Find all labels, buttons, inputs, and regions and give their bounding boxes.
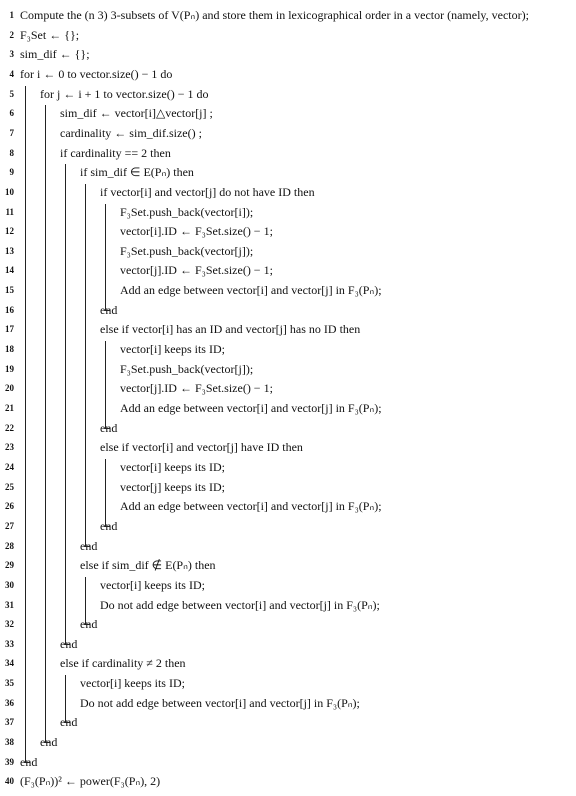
line-number: 13 [5, 245, 14, 256]
line-text: vector[j].ID ← F₃Set.size() − 1; [120, 263, 273, 278]
line-text: end [60, 715, 78, 730]
line-number: 37 [5, 717, 14, 728]
line-number: 29 [5, 560, 14, 571]
block-guide-line [105, 204, 106, 310]
line-number: 30 [5, 579, 14, 590]
line-number: 5 [9, 88, 14, 99]
block-guide-line [105, 341, 106, 428]
algorithm-line [0, 162, 576, 182]
block-guide-line [25, 86, 26, 762]
line-number: 6 [9, 108, 14, 119]
line-number: 26 [5, 501, 14, 512]
line-number: 32 [5, 619, 14, 630]
block-guide-tick [105, 428, 110, 429]
algorithm-line [0, 319, 576, 339]
line-text: F₃Set.push_back(vector[j]); [120, 243, 254, 258]
line-text: end [100, 302, 118, 317]
line-number: 39 [5, 756, 14, 767]
algorithm-line [0, 477, 576, 497]
line-text: sim_dif ← vector[i]△vector[j] ; [60, 106, 213, 121]
algorithm-line [0, 300, 576, 320]
algorithm-line [0, 241, 576, 261]
algorithm-line [0, 555, 576, 575]
line-text: (F₃(Pₙ))² ← power(F₃(Pₙ), 2) [20, 774, 161, 789]
line-number: 35 [5, 678, 14, 689]
line-text: vector[j].ID ← F₃Set.size() − 1; [120, 381, 273, 396]
line-text: else if vector[i] has an ID and vector[j] has no ID then [100, 322, 361, 337]
line-number: 18 [5, 344, 14, 355]
algorithm-line [0, 653, 576, 673]
line-number: 25 [5, 481, 14, 492]
line-number: 19 [5, 363, 14, 374]
line-text: end [100, 518, 118, 533]
line-number: 23 [5, 442, 14, 453]
algorithm-line [0, 280, 576, 300]
line-text: else if cardinality ≠ 2 then [60, 656, 186, 671]
block-guide-tick [85, 546, 90, 547]
line-text: vector[j] keeps its ID; [120, 479, 225, 494]
line-number: 24 [5, 461, 14, 472]
algorithm-line [0, 575, 576, 595]
line-number: 9 [9, 167, 14, 178]
algorithm-line [0, 437, 576, 457]
line-text: for i ← 0 to vector.size() − 1 do [20, 66, 173, 81]
algorithm-line [0, 673, 576, 693]
algorithm-line [0, 84, 576, 104]
line-text: vector[i] keeps its ID; [120, 459, 225, 474]
line-text: end [100, 420, 118, 435]
line-number: 28 [5, 540, 14, 551]
line-number: 4 [9, 68, 14, 79]
block-guide-line [85, 577, 86, 624]
line-text: Do not add edge between vector[i] and vector[j] in F₃(Pₙ); [80, 695, 360, 710]
line-text: cardinality ← sim_dif.size() ; [60, 125, 202, 140]
line-number: 8 [9, 147, 14, 158]
line-text: Add an edge between vector[i] and vector[j] in F₃(Pₙ); [120, 283, 382, 298]
block-guide-tick [105, 310, 110, 311]
line-text: Do not add edge between vector[i] and vector[j] in F₃(Pₙ); [100, 597, 380, 612]
algorithm-line [0, 418, 576, 438]
line-number: 2 [9, 29, 14, 40]
algorithm-line [0, 260, 576, 280]
algorithm-line [0, 202, 576, 222]
line-text: end [80, 538, 98, 553]
block-guide-line [85, 184, 86, 546]
line-text: else if sim_dif ∉ E(Pₙ) then [80, 558, 216, 573]
block-guide-line [65, 164, 66, 644]
algorithm-line [0, 25, 576, 45]
line-number: 10 [5, 186, 14, 197]
algorithm-line [0, 496, 576, 516]
algorithm-line [0, 634, 576, 654]
line-text: end [20, 754, 38, 769]
line-text: if vector[i] and vector[j] do not have ID then [100, 184, 315, 199]
line-number: 31 [5, 599, 14, 610]
algorithm-line [0, 516, 576, 536]
block-guide-line [105, 459, 106, 526]
line-text: if sim_dif ∈ E(Pₙ) then [80, 165, 194, 180]
line-text: end [80, 617, 98, 632]
algorithm-line [0, 752, 576, 772]
line-text: vector[i] keeps its ID; [100, 577, 205, 592]
algorithm-line [0, 64, 576, 84]
block-guide-tick [85, 624, 90, 625]
algorithm-line [0, 378, 576, 398]
algorithm-line [0, 712, 576, 732]
line-text: vector[i] keeps its ID; [120, 342, 225, 357]
algorithm-line [0, 339, 576, 359]
algorithm-line [0, 143, 576, 163]
line-text: F₃Set ← {}; [20, 27, 80, 42]
line-number: 38 [5, 737, 14, 748]
line-text: Compute the (n 3) 3-subsets of V(Pₙ) and store them in lexicographical order in a vector (namely, vector); [20, 8, 529, 22]
line-text: Add an edge between vector[i] and vector[j] in F₃(Pₙ); [120, 499, 382, 514]
line-number: 11 [5, 206, 14, 217]
algorithm-line [0, 457, 576, 477]
line-text: end [40, 735, 58, 750]
line-number: 12 [5, 226, 14, 237]
line-text: end [60, 636, 78, 651]
block-guide-tick [45, 742, 50, 743]
algorithm-line [0, 221, 576, 241]
algorithm-line [0, 398, 576, 418]
line-number: 16 [5, 304, 14, 315]
line-number: 33 [5, 638, 14, 649]
algorithm-line [0, 359, 576, 379]
line-text: F₃Set.push_back(vector[i]); [120, 204, 254, 219]
algorithm-line [0, 182, 576, 202]
line-number: 40 [5, 776, 14, 787]
line-text: for j ← i + 1 to vector.size() − 1 do [40, 86, 209, 101]
algorithm-line [0, 123, 576, 143]
line-text: if cardinality == 2 then [60, 145, 171, 160]
block-guide-tick [105, 526, 110, 527]
line-number: 20 [5, 383, 14, 394]
line-text: vector[i].ID ← F₃Set.size() − 1; [120, 224, 273, 239]
algorithm-line [0, 693, 576, 713]
line-text: vector[i] keeps its ID; [80, 676, 185, 691]
line-number: 34 [5, 658, 14, 669]
line-number: 7 [9, 127, 14, 138]
line-number: 21 [5, 403, 14, 413]
algorithm-line [0, 103, 576, 123]
line-number: 14 [5, 265, 14, 276]
block-guide-tick [25, 762, 30, 763]
line-number: 1 [9, 10, 14, 20]
line-number: 27 [5, 520, 14, 531]
line-number: 3 [9, 49, 14, 60]
algorithm-line [0, 5, 576, 25]
block-guide-tick [65, 644, 70, 645]
line-number: 15 [5, 285, 14, 296]
line-number: 17 [5, 324, 14, 335]
line-text: sim_dif ← {}; [20, 47, 90, 62]
algorithm-line [0, 595, 576, 615]
block-guide-line [45, 105, 46, 742]
algorithm-line [0, 771, 576, 791]
line-text: else if vector[i] and vector[j] have ID then [100, 440, 303, 455]
line-text: F₃Set.push_back(vector[j]); [120, 361, 254, 376]
algorithm-line [0, 732, 576, 752]
line-text: Add an edge between vector[i] and vector[j] in F₃(Pₙ); [120, 401, 382, 415]
algorithm-line [0, 44, 576, 64]
block-guide-line [65, 675, 66, 722]
block-guide-tick [65, 722, 70, 723]
line-number: 22 [5, 422, 14, 433]
line-number: 36 [5, 697, 14, 708]
